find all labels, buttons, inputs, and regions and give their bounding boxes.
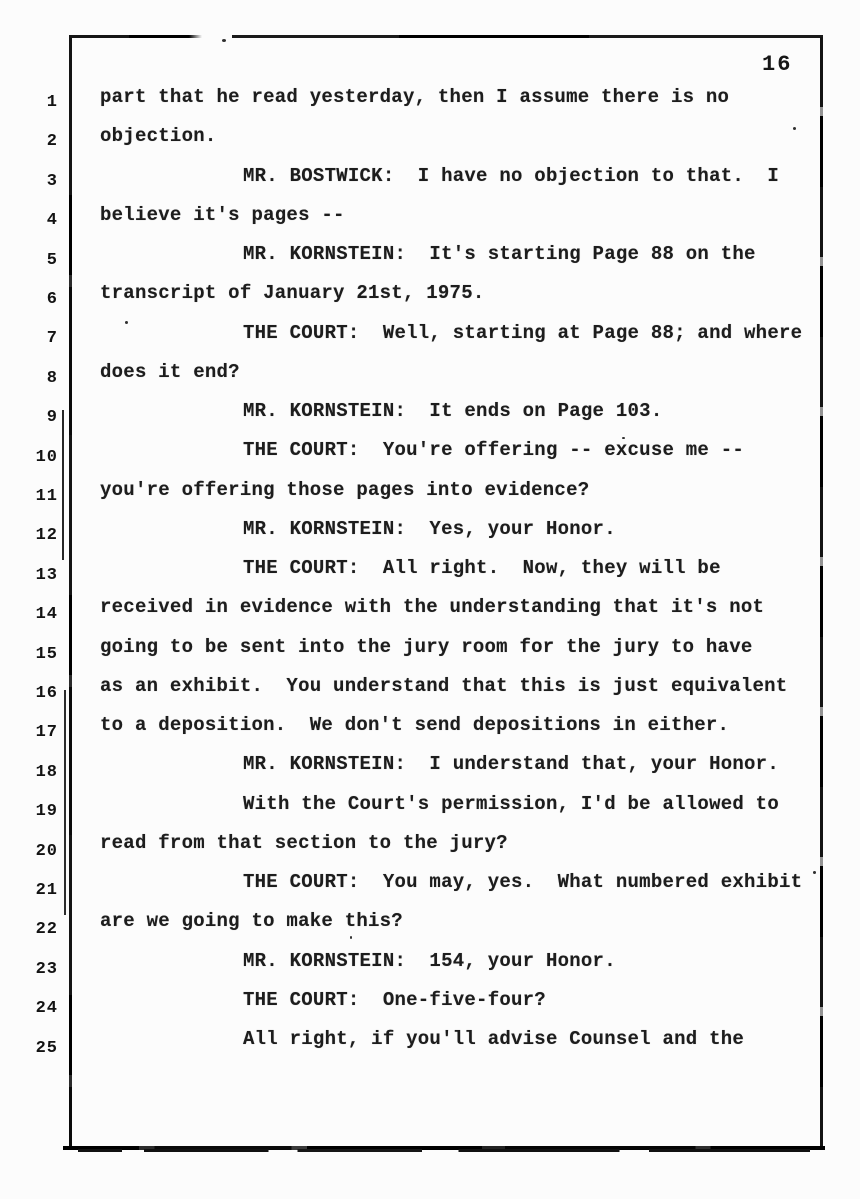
page-number: 16 bbox=[762, 52, 793, 77]
line-number: 19 bbox=[35, 802, 58, 822]
transcript-line: THE COURT: All right. Now, they will be bbox=[243, 557, 721, 579]
transcript-line: received in evidence with the understanding that it's not bbox=[100, 596, 765, 619]
line-number: 22 bbox=[35, 920, 58, 940]
line-number: 13 bbox=[35, 565, 58, 585]
line-number: 25 bbox=[35, 1038, 58, 1058]
line-number: 11 bbox=[35, 487, 58, 506]
line-number: 5 bbox=[46, 250, 58, 270]
transcript-line: With the Court's permission, I'd be allowed to bbox=[243, 792, 779, 815]
transcript-line: MR. BOSTWICK: I have no objection to that. I bbox=[243, 164, 779, 187]
transcript-line: going to be sent into the jury room for the jury to have bbox=[100, 635, 753, 658]
line-number: 7 bbox=[46, 329, 58, 349]
line-number: 2 bbox=[46, 132, 58, 152]
line-number: 23 bbox=[35, 959, 58, 979]
transcript-line: THE COURT: You may, yes. What numbered exhibit bbox=[243, 871, 803, 893]
transcript-line: MR. KORNSTEIN: It's starting Page 88 on the bbox=[243, 243, 756, 265]
line-number: 20 bbox=[35, 841, 58, 861]
transcript-line: you're offering those pages into evidence? bbox=[100, 478, 590, 501]
line-number: 6 bbox=[46, 290, 58, 309]
line-number: 14 bbox=[35, 605, 58, 625]
line-number: 8 bbox=[46, 368, 58, 388]
transcript-line: as an exhibit. You understand that this is just equivalent bbox=[100, 674, 788, 697]
transcript-line: All right, if you'll advise Counsel and the bbox=[243, 1028, 745, 1050]
transcript-line: to a deposition. We don't send depositions in either. bbox=[100, 714, 730, 736]
transcript-line: MR. KORNSTEIN: 154, your Honor. bbox=[243, 949, 616, 972]
transcript-line: read from that section to the jury? bbox=[100, 831, 508, 854]
transcript-line: are we going to make this? bbox=[100, 910, 403, 933]
line-number: 9 bbox=[46, 408, 58, 428]
line-number: 3 bbox=[46, 171, 58, 191]
line-number: 21 bbox=[35, 881, 58, 900]
line-number: 12 bbox=[35, 526, 58, 546]
line-number: 17 bbox=[35, 723, 58, 743]
line-number: 16 bbox=[35, 684, 58, 703]
transcript-line: THE COURT: You're offering -- excuse me -- bbox=[243, 439, 745, 462]
line-number: 24 bbox=[35, 999, 58, 1019]
line-number: 1 bbox=[46, 93, 58, 112]
line-number: 18 bbox=[35, 762, 58, 782]
transcript-line: does it end? bbox=[100, 360, 240, 383]
line-number: 15 bbox=[35, 644, 58, 664]
transcript-line: THE COURT: Well, starting at Page 88; and where bbox=[243, 321, 803, 344]
line-number: 10 bbox=[35, 447, 58, 467]
transcript-line: MR. KORNSTEIN: I understand that, your Honor. bbox=[243, 753, 779, 776]
transcript-line: transcript of January 21st, 1975. bbox=[100, 282, 485, 305]
transcript-line: THE COURT: One-five-four? bbox=[243, 988, 546, 1011]
transcript-line: MR. KORNSTEIN: It ends on Page 103. bbox=[243, 400, 663, 422]
transcript-line: believe it's pages -- bbox=[100, 203, 345, 226]
line-number: 4 bbox=[46, 211, 58, 231]
transcript-line: part that he read yesterday, then I assume there is no bbox=[100, 86, 730, 108]
transcript-line: MR. KORNSTEIN: Yes, your Honor. bbox=[243, 517, 616, 540]
transcript-line: objection. bbox=[100, 125, 217, 148]
